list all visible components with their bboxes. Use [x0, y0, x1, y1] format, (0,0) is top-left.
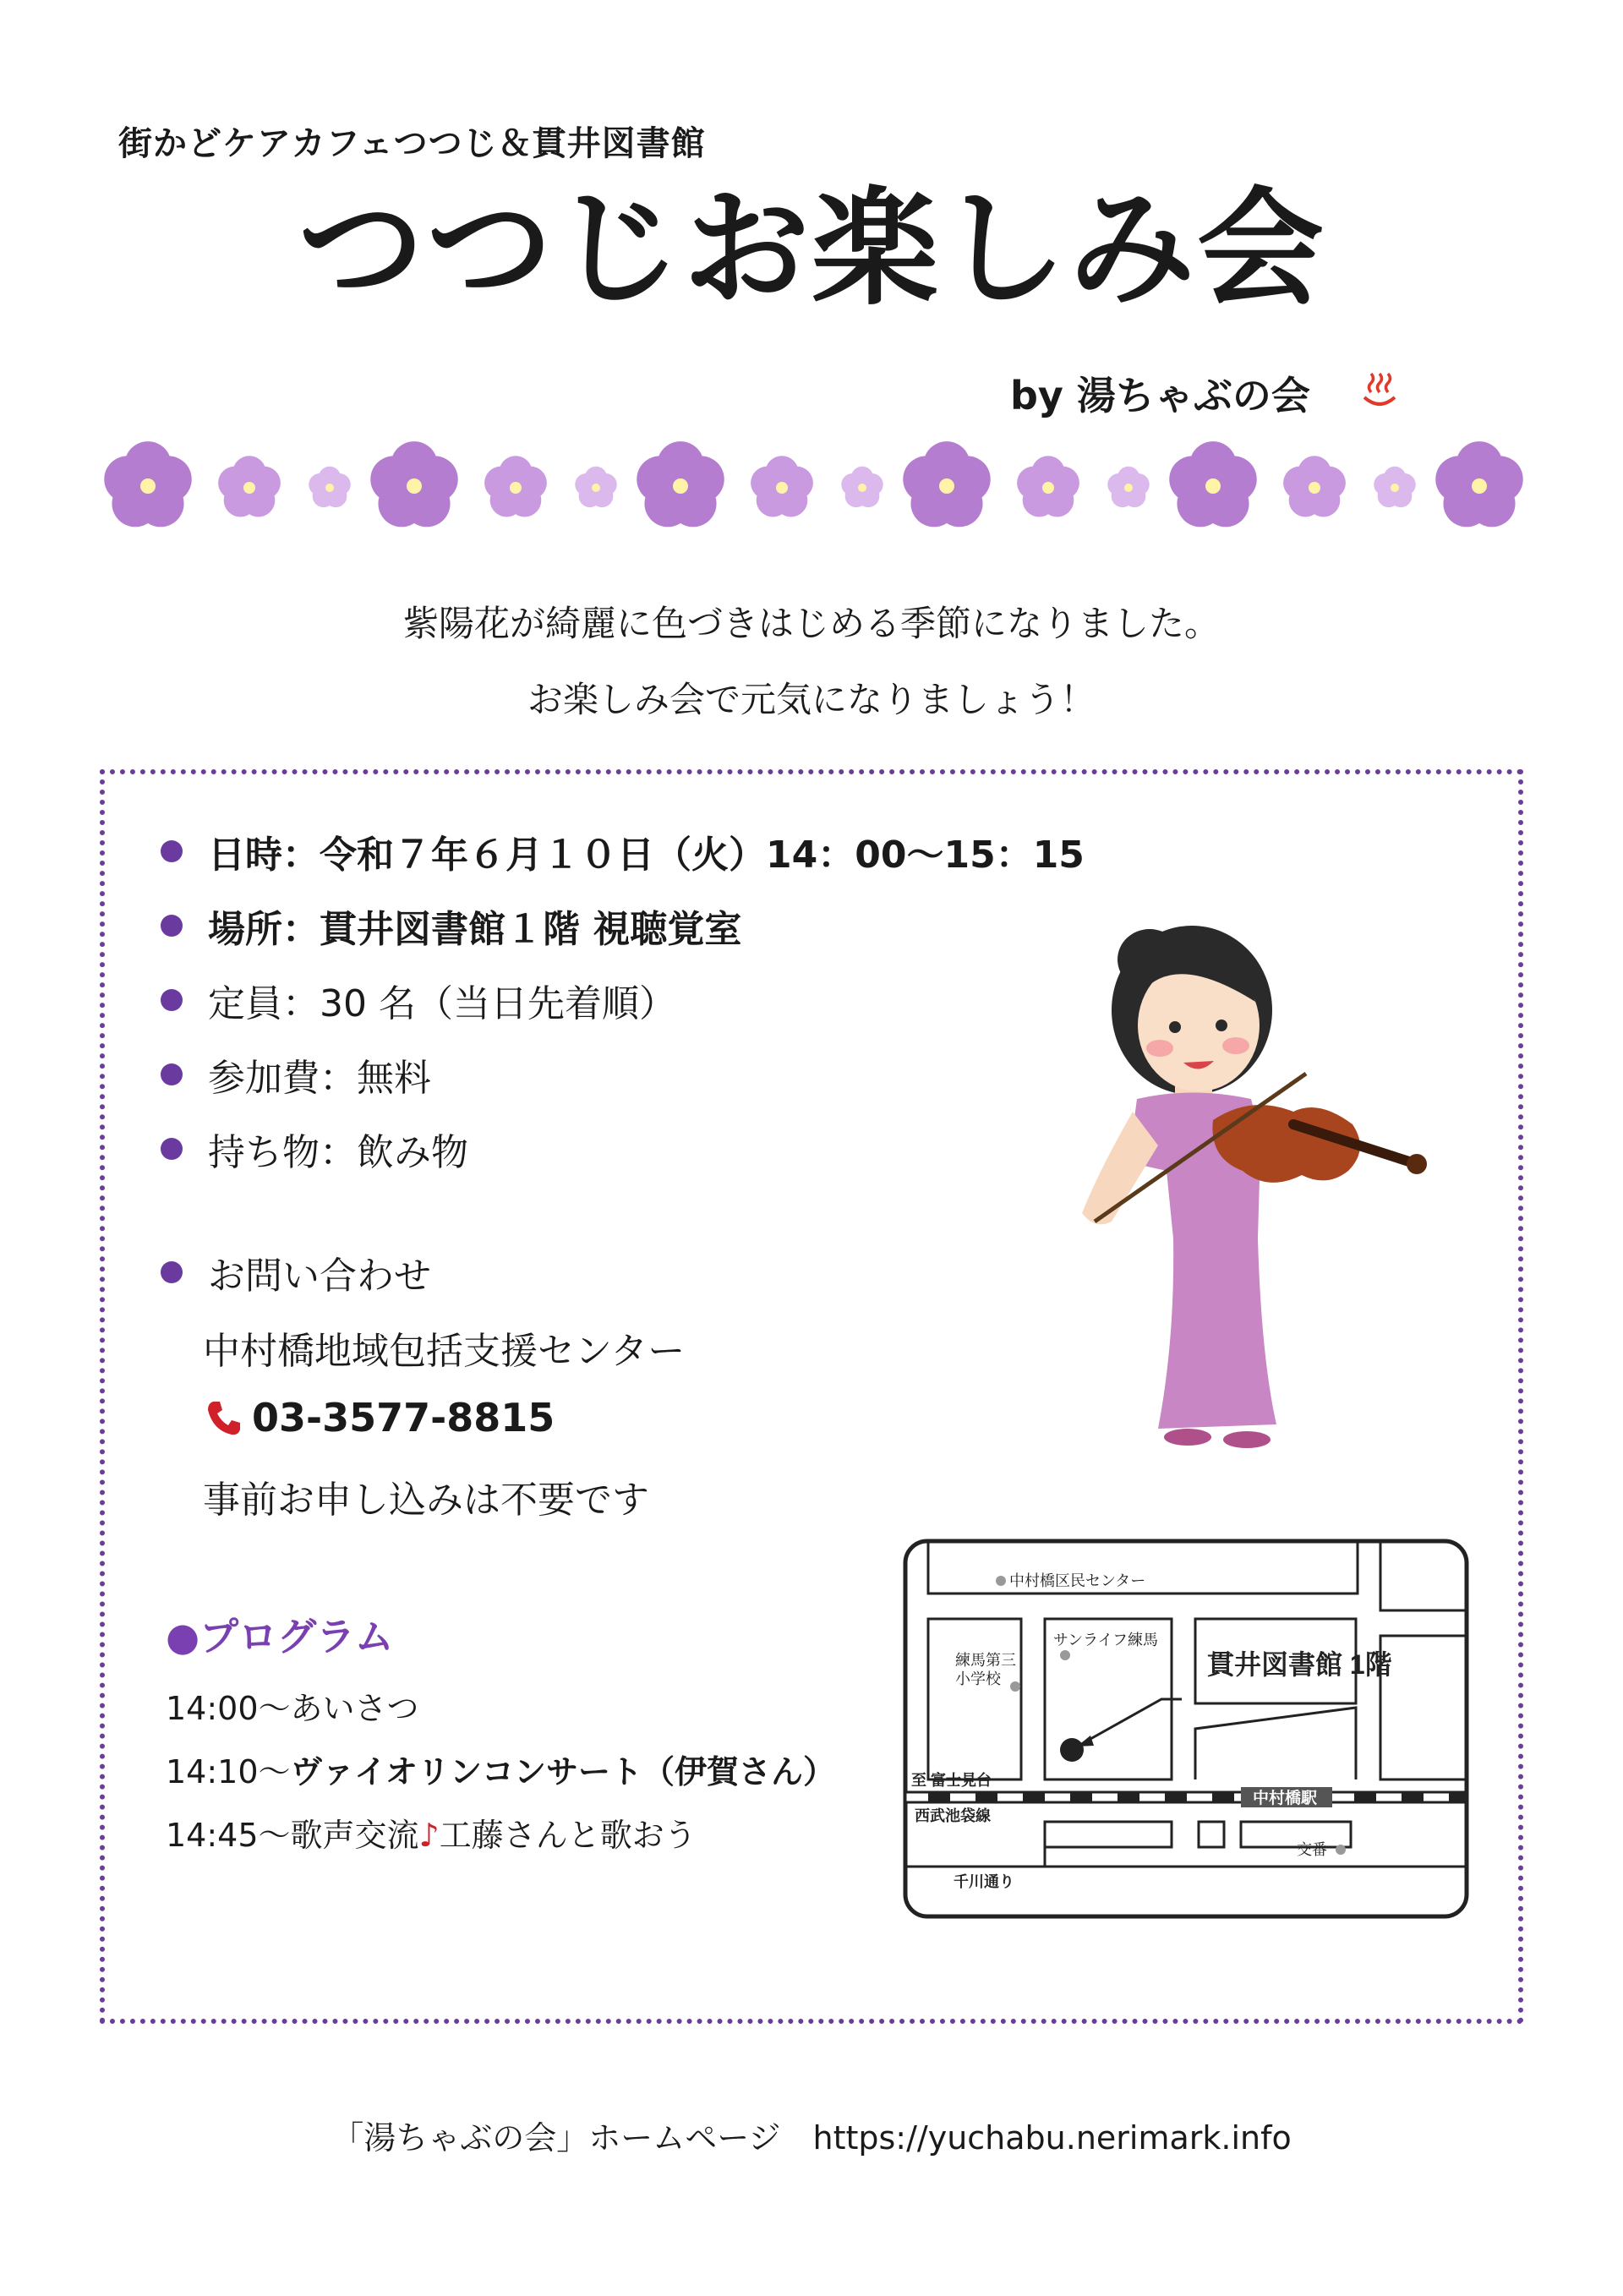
flower-garland	[85, 427, 1538, 545]
map-label-station: 中村橋駅	[1253, 1790, 1318, 1807]
map-label-school-1: 練馬第三	[955, 1652, 1016, 1669]
place-text: 場所：貫井図書館１階 視聴覚室	[208, 908, 742, 951]
map-label-street: 千川通り	[954, 1873, 1014, 1890]
detail-datetime	[161, 824, 1085, 878]
violinist-illustration	[1048, 917, 1445, 1450]
access-map	[903, 1539, 1469, 1919]
program-item-3-rest: 工藤さんと歌おう	[439, 1817, 697, 1854]
map-label-fujimidai: 至 富士見台	[911, 1772, 992, 1789]
contact-heading-row	[161, 1245, 431, 1299]
program-item-3-time: 14:45～歌声交流	[166, 1817, 419, 1854]
map-label-library: 貫井図書館 1階	[1207, 1649, 1392, 1680]
bring-text: 持ち物：飲み物	[208, 1131, 468, 1174]
map-label-school-2: 小学校	[955, 1670, 1001, 1687]
program-heading: ●プログラム	[166, 1614, 394, 1659]
map-label-sunlife: サンライフ練馬	[1053, 1632, 1159, 1648]
hot-spring-icon	[1361, 372, 1398, 409]
program-item-2	[166, 1746, 835, 1792]
bullet-icon	[161, 840, 183, 862]
bullet-icon	[161, 1261, 183, 1283]
music-note-icon: ♪	[418, 1817, 440, 1854]
program-item-3	[166, 1809, 697, 1856]
contact-phone-row	[203, 1395, 555, 1440]
program-item-1: 14:00～あいさつ	[166, 1690, 419, 1727]
datetime-text: 日時：令和７年６月１０日（火）14：00～15：15	[208, 834, 1085, 877]
map-label-railway: 西武池袋線	[915, 1807, 991, 1824]
library-marker-icon	[1060, 1738, 1084, 1762]
intro-line-1: 紫陽花が綺麗に色づきはじめる季節になりました。	[402, 603, 1220, 644]
program-item-2-time: 14:10～	[166, 1753, 291, 1790]
map-label-community-center: 中村橋区民センター	[1009, 1572, 1146, 1589]
phone-number: 03-3577-8815	[252, 1395, 555, 1440]
bullet-icon	[161, 915, 183, 937]
program-item-2-title: ヴァイオリンコンサート（伊賀さん）	[290, 1753, 835, 1790]
intro-line-2: お楽しみ会で元気になりましょう！	[527, 679, 1096, 720]
footer-homepage: 「湯ちゃぶの会」ホームページ https://yuchabu.nerimark.info	[331, 2119, 1292, 2157]
contact-org: 中村橋地域包括支援センター	[203, 1330, 686, 1373]
page-title: つつじお楽しみ会	[297, 176, 1325, 323]
detail-fee	[161, 1047, 431, 1102]
detail-place	[161, 899, 741, 953]
byline: by 湯ちゃぶの会	[1010, 373, 1310, 418]
detail-bring	[161, 1122, 468, 1176]
bullet-icon	[161, 1138, 183, 1160]
bullet-icon	[161, 989, 183, 1011]
fee-text: 参加費：無料	[208, 1057, 431, 1100]
capacity-text: 定員：30 名（当日先着順）	[208, 982, 676, 1025]
map-label-police-box: 交番	[1297, 1841, 1327, 1858]
bullet-icon	[161, 1063, 183, 1085]
phone-icon	[203, 1397, 245, 1439]
detail-capacity	[161, 973, 676, 1027]
contact-note: 事前お申し込みは不要です	[203, 1479, 649, 1522]
organizers: 街かどケアカフェつつじ＆貫井図書館	[118, 124, 706, 163]
contact-heading: お問い合わせ	[208, 1255, 431, 1298]
